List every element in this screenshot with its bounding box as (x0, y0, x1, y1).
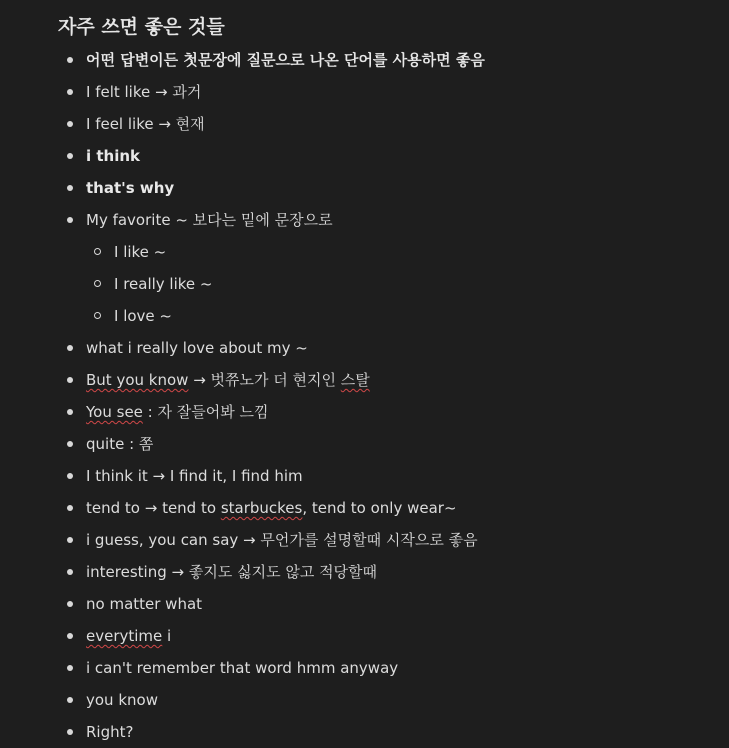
list-item-text: interesting → 좋지도 싫지도 않고 적당할때 (86, 563, 378, 581)
bullet-icon (67, 153, 73, 159)
list-item-text: I like ~ (114, 243, 167, 261)
hollow-bullet-icon (94, 248, 101, 255)
list-item-text: no matter what (86, 595, 203, 613)
list-item[interactable] (0, 716, 729, 748)
list-item-text (86, 492, 457, 524)
list-item[interactable] (0, 428, 729, 460)
list-item-text: i guess, you can say → 무언가를 설명할때 시작으로 좋음 (86, 531, 478, 549)
list-item-text: I felt like → 과거 (86, 83, 202, 101)
list-item[interactable] (0, 652, 729, 684)
list-item-text: i think (86, 147, 141, 165)
bullet-icon (67, 601, 73, 607)
list-item[interactable] (0, 620, 729, 652)
bullet-icon (67, 505, 73, 511)
text-segment: , tend to only wear~ (302, 499, 457, 517)
list-item-text: I feel like → 현재 (86, 115, 205, 133)
list-item-text: that's why (86, 179, 175, 197)
misspelled-word: But you know (86, 371, 189, 389)
bullet-icon (67, 697, 73, 703)
misspelled-word: You see (86, 403, 143, 421)
list-item[interactable] (0, 588, 729, 620)
sub-list-item[interactable] (0, 236, 729, 268)
text-segment: tend to → tend to (86, 499, 221, 517)
text-segment: → 벗쮸노가 더 현지인 (188, 371, 341, 389)
phrase-list (0, 44, 729, 748)
text-segment: i (162, 627, 172, 645)
sub-list-item[interactable] (0, 300, 729, 332)
misspelled-word: starbuckes (220, 499, 303, 517)
list-item[interactable] (0, 44, 729, 76)
misspelled-word: 스탈 (340, 371, 370, 389)
text-segment: : 자 잘들어봐 느낌 (142, 403, 269, 421)
list-item[interactable] (0, 76, 729, 108)
list-item[interactable] (0, 556, 729, 588)
bullet-icon (67, 89, 73, 95)
bullet-icon (67, 633, 73, 639)
list-item-text: Right? (86, 723, 134, 741)
list-item[interactable] (0, 364, 729, 396)
bullet-icon (67, 665, 73, 671)
list-item-text: i can't remember that word hmm anyway (86, 659, 399, 677)
bullet-icon (67, 441, 73, 447)
hollow-bullet-icon (94, 312, 101, 319)
list-item[interactable] (0, 524, 729, 556)
bullet-icon (67, 377, 73, 383)
bullet-icon (67, 537, 73, 543)
bullet-icon (67, 409, 73, 415)
bullet-icon (67, 217, 73, 223)
list-item[interactable] (0, 140, 729, 172)
list-item-text: I really like ~ (114, 275, 213, 293)
list-item-text (86, 396, 268, 428)
list-item[interactable] (0, 332, 729, 364)
list-item-text: My favorite ~ 보다는 밑에 문장으로 (86, 211, 333, 229)
list-item-text (86, 620, 171, 652)
bullet-icon (67, 473, 73, 479)
list-item-text: 어떤 답변이든 첫문장에 질문으로 나온 단어를 사용하면 좋음 (86, 51, 485, 69)
list-item[interactable] (0, 204, 729, 236)
list-item[interactable] (0, 172, 729, 204)
list-item-text: you know (86, 691, 158, 709)
sub-list-item[interactable] (0, 268, 729, 300)
list-item[interactable] (0, 108, 729, 140)
list-item-text: what i really love about my ~ (86, 339, 308, 357)
list-item-text (86, 364, 370, 396)
hollow-bullet-icon (94, 280, 101, 287)
list-item[interactable] (0, 460, 729, 492)
list-item-text: I think it → I find it, I find him (86, 467, 303, 485)
list-item[interactable] (0, 492, 729, 524)
bullet-icon (67, 729, 73, 735)
misspelled-word: everytime (86, 627, 163, 645)
list-item-text: quite : 쫌 (86, 435, 154, 453)
list-item-text: I love ~ (114, 307, 172, 325)
bullet-icon (67, 569, 73, 575)
bullet-icon (67, 57, 73, 63)
list-item[interactable] (0, 396, 729, 428)
bullet-icon (67, 121, 73, 127)
bullet-icon (67, 345, 73, 351)
list-item[interactable] (0, 684, 729, 716)
section-heading[interactable]: 자주 쓰면 좋은 것들 (58, 16, 225, 38)
bullet-icon (67, 185, 73, 191)
